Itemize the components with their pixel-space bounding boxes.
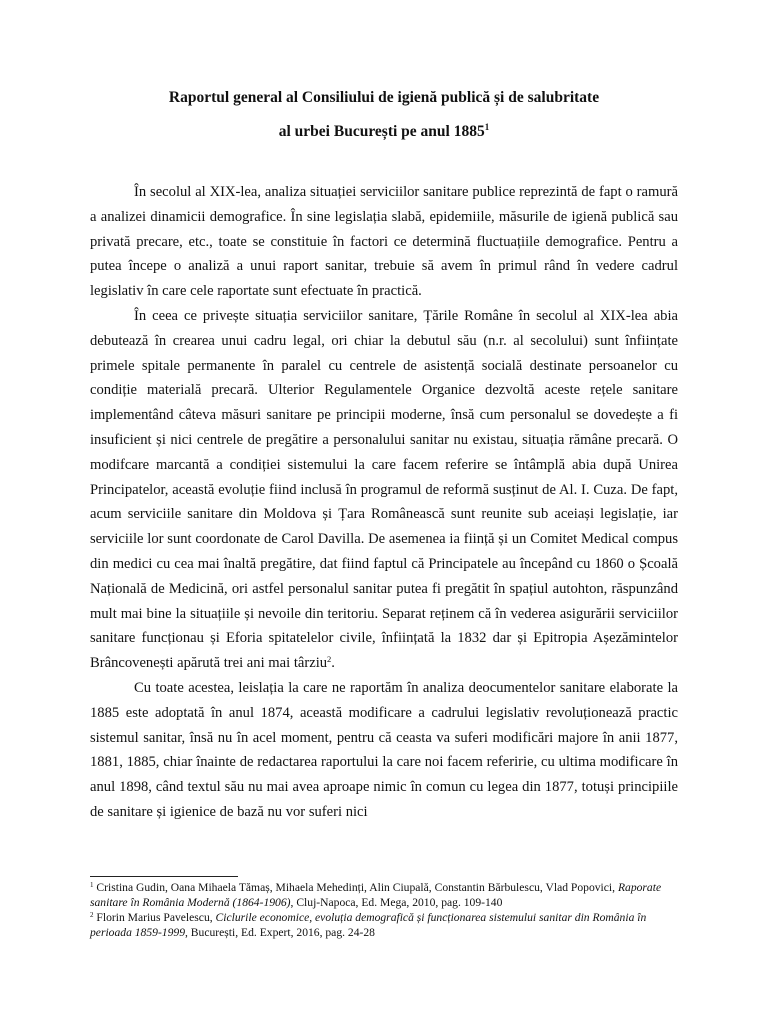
footnote-1-book-title: Raporate sanitare în România Modernă (1864-1906) xyxy=(90,881,662,909)
footnote-1-publication: , Cluj-Napoca, Ed. Mega, 2010, pag. 109-140 xyxy=(290,896,503,909)
title-line-2-text: al urbei București pe anul 1885 xyxy=(278,123,485,140)
paragraph-2-end: . xyxy=(331,655,335,672)
title-footnote-mark[interactable]: 1 xyxy=(484,122,490,132)
footnote-1-authors: Cristina Gudin, Oana Mihaela Tămaș, Mihaela Mehedinți, Alin Ciupală, Constantin Bărbulescu, Vlad Popovici, xyxy=(93,881,618,894)
footnotes xyxy=(90,880,678,940)
footnote-2-book-title: Ciclurile economice, evoluția demografică și funcționarea sistemului sanitar din România în perioada 1859-1999 xyxy=(90,911,647,939)
paragraph-2 xyxy=(90,304,678,676)
paragraph-1-text: În secolul al XIX-lea, analiza situației serviciilor sanitare publice reprezintă de fapt o ramură a analizei dinamicii demografice. În sine legislația slabă, epidemiile, măsurile de igienă publică sau privată precare, etc., toate se constituie în factori ce determină fluctuațiile demografice. Pentru a putea începe o analiză a unui raport sanitar, trebuie să avem în primul rând în vedere cadrul legislativ în care cele raportate sunt efectuate în practică. xyxy=(90,184,678,300)
footnote-2-publication: , București, Ed. Expert, 2016, pag. 24-28 xyxy=(185,926,375,939)
paragraph-1 xyxy=(90,180,678,304)
paragraph-2-footnote-mark[interactable]: 2 xyxy=(327,654,332,665)
footnote-2-authors: Florin Marius Pavelescu, xyxy=(93,911,216,924)
footnote-2-mark: 2 xyxy=(90,911,94,919)
title-line-2 xyxy=(90,122,678,142)
footnote-separator xyxy=(90,876,238,877)
footnote-1 xyxy=(90,880,678,910)
paragraph-3 xyxy=(90,676,678,825)
title-line-1: Raportul general al Consiliului de igienă publică și de salubritate xyxy=(168,89,600,106)
footnote-1-mark: 1 xyxy=(90,881,94,889)
paragraph-2-text: În ceea ce privește situația serviciilor sanitare, Țările Române în secolul al XIX-lea abia debutează în crearea unui cadru legal, ori chiar la debutul său (n.r. al secolului) sunt înființate primele spitale permanente în paralel cu centrele de asistență socială destinate persoanelor cu condiție materială precară. Ulterior Regulamentele Organice dezvoltă aceste rețele sanitare implementând câteva măsuri sanitare pe principii moderne, însă cum personalul se dovedește a fi insuficient și nici centrele de pregătire a personalului sanitar nu existau, situația rămâne precară. O modifcare marcantă a condiției sistemului la care facem referire se întâmplă abia după Unirea Principatelor, această evoluție fiind inclusă în programul de reformă susținut de Al. I. Cuza. De fapt, acum serviciile sanitare din Moldova și Țara Românească sunt reunite sub aceiași legislație, iar serviciile lor sunt coordonate de Carol Davilla. De asemenea ia ființă și un Comitet Medical compus din medici cu cea mai înaltă pregătire, dat fiind faptul că Principatele au începând cu 1860 o Școală Națională de Medicină, ori astfel personalul sanitar putea fi pregătit în spațiul autohton, răspunzând mult mai bine la situațiile și nevoile din teritoriu. Separat reținem că în vederea asigurării serviciilor sanitare funcționau și Eforia spitatelelor civile, înființată la 1832 dar și Epitropia Așezămintelor Brâncovenești apărută trei ani mai târziu xyxy=(90,307,678,672)
body-text xyxy=(90,180,678,825)
paragraph-3-text: Cu toate acestea, leislația la care ne raportăm în analiza deocumentelor sanitare elaborate la 1885 este adoptată în anul 1874, această modificare a cadrului legislativ revoluționează practic sistemul sanitar, însă nu în acel moment, pentru că ceasta va suferi modificări majore în anii 1877, 1881, 1885, chiar înainte de redactarea raportului la care noi facem referirie, cu ultima modificare în anul 1898, când textul său nu mai avea aproape nimic în comun cu legea din 1877, totuși principiile de sanitare și igienice de bază nu vor suferi nici xyxy=(90,679,678,820)
footnote-2 xyxy=(90,910,678,940)
